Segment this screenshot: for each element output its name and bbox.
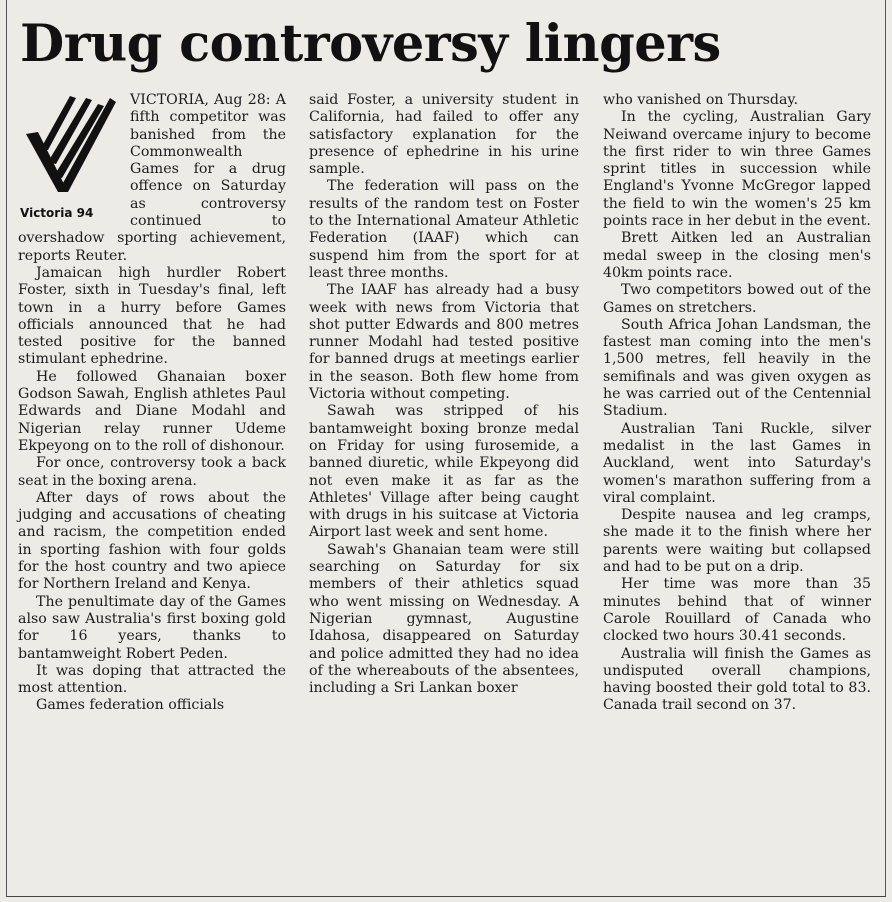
article-column-1 — [18, 92, 286, 715]
paragraph: Despite nausea and leg cramps, she made it to the finish where her parents were waiting but collapsed and had to be put on a drip. — [603, 507, 871, 576]
article-column-3 — [603, 92, 871, 715]
paragraph: VICTORIA, Aug 28: A fifth competitor was banished from the Commonwealth Games for a drug offence on Saturday as controversy continued to overshadow sporting achievement, reports Reuter. — [18, 92, 286, 264]
paragraph: The penultimate day of the Games also saw Australia's first boxing gold for 16 years, thanks to bantamweight Robert Peden. — [18, 593, 286, 662]
paragraph: said Foster, a university student in California, had failed to offer any satisfactory explanation for the presence of ephedrine in his urine sample. — [309, 92, 579, 178]
paragraph: Australia will finish the Games as undisputed overall champions, having boosted their gold total to 83. Canada trail second on 37. — [603, 645, 871, 714]
paragraph: Games federation officials — [36, 697, 225, 714]
paragraph: Two competitors bowed out of the Games on stretchers. — [603, 282, 871, 316]
bottom-rule — [6, 896, 886, 897]
paragraph: Sawah was stripped of his bantamweight boxing bronze medal on Friday for using furosemide, a banned diuretic, while Ekpeyong did not even make it as far as the Athletes' Village after being caught with drugs in his suitcase at Victoria Airport last week and sent home. — [309, 403, 579, 541]
paragraph: In the cycling, Australian Gary Neiwand overcame injury to become the first rider to win three Games sprint titles in succession while England's Yvonne McGregor lapped the field to win the women's 25 km points race in her debut in the event. — [603, 109, 871, 230]
paragraph: It was doping that attracted the most attention. — [18, 662, 286, 697]
paragraph: The federation will pass on the results of the random test on Foster to the International Amateur Athletic Federation (IAAF) which can suspend him from the sport for at least three months. — [309, 178, 579, 281]
paragraph: Australian Tani Ruckle, silver medalist in the last Games in Auckland, went into Saturday's women's marathon suffering from a viral complaint. — [603, 420, 871, 506]
paragraph: The IAAF has already had a busy week with news from Victoria that shot putter Edwards and 800 metres runner Modahl had tested positive for banned drugs at meetings earlier in the season. Both flew home from Victoria without competing. — [309, 282, 579, 403]
paragraph: For once, controversy took a back seat in the boxing arena. — [18, 455, 286, 489]
article-column-2 — [309, 92, 579, 697]
paragraph: Brett Aitken led an Australian medal sweep in the closing men's 40km points race. — [603, 230, 871, 281]
paragraph: Sawah's Ghanaian team were still searching on Saturday for six members of their athletics squad who went missing on Wednesday. A Nigerian gymnast, Augustine Idahosa, disappeared on Saturday and police admitted they had no idea of the whereabouts of the absentees, including a Sri Lankan boxer — [309, 541, 579, 697]
logo-label: Victoria 94 — [20, 205, 94, 220]
paragraph: Jamaican high hurdler Robert Foster, sixth in Tuesday's final, left town in a hurry before Games officials announced that he had tested positive for the banned stimulant ephedrine. — [18, 264, 286, 368]
paragraph: South Africa Johan Landsman, the fastest man coming into the men's 1,500 metres, fell heavily in the semifinals and was given oxygen as he was carried out of the Centennial Stadium. — [603, 316, 871, 420]
commonwealth-games-check-icon — [18, 92, 122, 204]
paragraph: After days of rows about the judging and accusations of cheating and racism, the competition ended in sporting fashion with four golds for the host country and two apiece for Northern Ireland and Kenya. — [18, 489, 286, 593]
headline: Drug controversy lingers — [20, 14, 721, 74]
games-logo — [18, 92, 122, 222]
paragraph: who vanished on Thursday. — [603, 92, 799, 108]
paragraph: He followed Ghanaian boxer Godson Sawah, English athletes Paul Edwards and Diane Modahl and Nigerian relay runner Udeme Ekpeyong on to the roll of dishonour. — [18, 368, 286, 454]
paragraph: Her time was more than 35 minutes behind that of winner Carole Rouillard of Canada who clocked two hours 30.41 seconds. — [603, 576, 871, 645]
